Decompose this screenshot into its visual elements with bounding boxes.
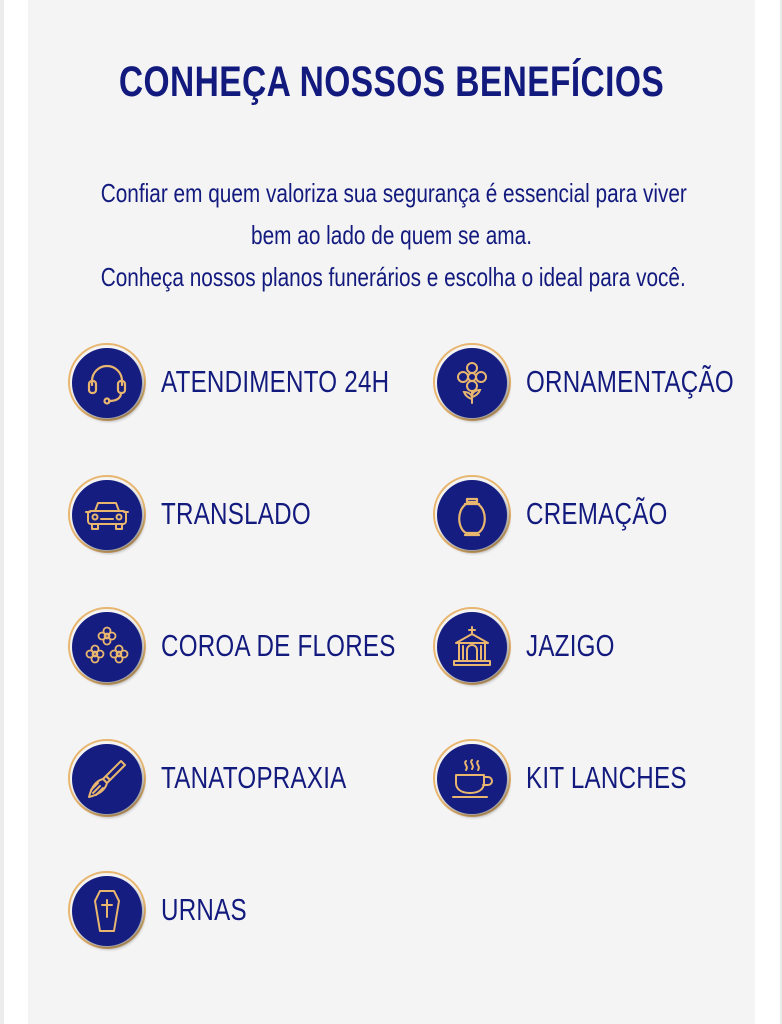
brush-icon bbox=[83, 755, 131, 803]
benefit-badge bbox=[433, 739, 511, 817]
benefit-item-atendimento bbox=[68, 340, 454, 424]
benefit-item-jazigo bbox=[433, 604, 640, 688]
page-edge-left bbox=[0, 0, 4, 1024]
section-title: CONHEÇA NOSSOS BENEFÍCIOS bbox=[118, 58, 665, 106]
flower-icon bbox=[448, 359, 496, 407]
benefit-item-kit-lanches bbox=[433, 736, 732, 820]
benefit-label: TANATOPRAXIA bbox=[161, 760, 347, 795]
car-icon bbox=[83, 491, 131, 539]
benefit-item-translado bbox=[68, 472, 353, 556]
benefit-label: JAZIGO bbox=[526, 628, 615, 663]
benefit-item-ornamentacao bbox=[433, 340, 782, 424]
benefit-item-cremacao bbox=[433, 472, 708, 556]
benefit-label: COROA DE FLORES bbox=[161, 628, 396, 663]
urn-icon bbox=[448, 491, 496, 539]
benefit-label: KIT LANCHES bbox=[526, 760, 687, 795]
benefit-badge bbox=[68, 607, 146, 685]
benefits-section bbox=[28, 0, 755, 1024]
intro-line: Confiar em quem valoriza sua segurança é essencial para viver bbox=[100, 178, 687, 208]
intro-line: Conheça nossos planos funerários e escolha o ideal para você. bbox=[100, 262, 686, 292]
headset-icon bbox=[83, 359, 131, 407]
benefit-badge bbox=[68, 475, 146, 553]
benefit-item-tanatopraxia bbox=[68, 736, 399, 820]
benefit-badge bbox=[433, 607, 511, 685]
benefit-badge bbox=[68, 739, 146, 817]
intro-line: bem ao lado de quem se ama. bbox=[251, 220, 532, 250]
benefit-label: URNAS bbox=[161, 892, 247, 927]
section-intro bbox=[100, 172, 687, 298]
coffin-icon bbox=[83, 887, 131, 935]
benefit-label: TRANSLADO bbox=[161, 496, 311, 531]
flowers-wreath-icon bbox=[83, 623, 131, 671]
benefit-badge bbox=[68, 871, 146, 949]
benefit-label: ORNAMENTAÇÃO bbox=[526, 364, 734, 399]
benefit-badge bbox=[433, 475, 511, 553]
benefit-item-urnas bbox=[68, 868, 271, 952]
benefit-badge bbox=[433, 343, 511, 421]
benefit-badge bbox=[68, 343, 146, 421]
benefit-label: ATENDIMENTO 24H bbox=[161, 364, 390, 399]
coffee-cup-icon bbox=[448, 755, 496, 803]
benefit-label: CREMAÇÃO bbox=[526, 496, 668, 531]
mausoleum-icon bbox=[448, 623, 496, 671]
benefit-item-coroa-de-flores bbox=[68, 604, 462, 688]
